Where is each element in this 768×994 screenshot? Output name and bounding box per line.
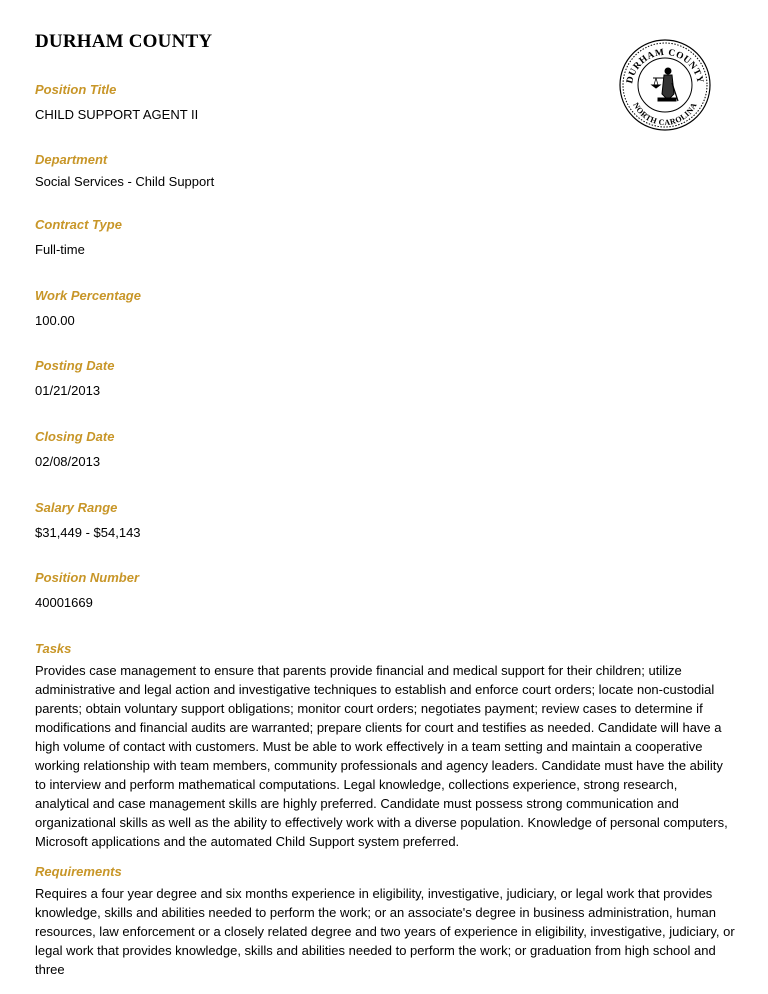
posting-date-value: 01/21/2013: [35, 383, 101, 398]
tasks-label: Tasks: [35, 641, 72, 656]
field-tasks: [35, 641, 735, 851]
position-title-label: Position Title: [35, 82, 117, 97]
position-number-label: Position Number: [35, 570, 140, 585]
requirements-label: Requirements: [35, 864, 122, 879]
position-number-value: 40001669: [35, 595, 93, 610]
position-title-value: CHILD SUPPORT AGENT II: [35, 107, 199, 122]
posting-date-label: Posting Date: [35, 358, 115, 373]
field-closing-date: [35, 429, 735, 471]
contract-type-label: Contract Type: [35, 217, 122, 232]
work-percentage-label: Work Percentage: [35, 288, 141, 303]
field-posting-date: [35, 358, 735, 400]
svg-text:NORTH CAROLINA: NORTH CAROLINA: [631, 100, 699, 128]
salary-range-label: Salary Range: [35, 500, 118, 515]
org-title: DURHAM COUNTY: [35, 31, 213, 52]
requirements-value: Requires a four year degree and six months experience in eligibility, investigative, judiciary, or legal work that provides knowledge, skills and abilities needed to perform the work; or an associate's degree in business administration, human resources, law enforcement or a closely related degree and two years of experience in eligibility, investigative, judiciary, or legal work that provides knowledge, skills and abilities needed to perform the work; or graduation from high school and three: [35, 886, 735, 977]
closing-date-value: 02/08/2013: [35, 454, 101, 469]
salary-range-value: $31,449 - $54,143: [35, 525, 141, 540]
field-position-number: [35, 570, 735, 612]
field-position-title: [35, 82, 735, 124]
field-contract-type: [35, 217, 735, 259]
contract-type-value: Full-time: [35, 242, 85, 257]
field-work-percentage: [35, 288, 735, 330]
field-department: [35, 152, 735, 191]
department-value: Social Services - Child Support: [35, 174, 215, 189]
closing-date-label: Closing Date: [35, 429, 115, 444]
field-salary-range: [35, 500, 735, 542]
department-label: Department: [35, 152, 108, 167]
field-requirements: [35, 864, 735, 979]
tasks-value: Provides case management to ensure that parents provide financial and medical support for their children; utilize administrative and legal action and investigative techniques to establish and enforce court orders; locate non-custodial parents; obtain voluntary support obligations; monitor court orders; negotiates payment; review cases to determine if modifications and financial audits are warranted; prepare clients for court and testifies as needed. Candidate will have a high volume of contact with customers. Must be able to work effectively in a team setting and maintain a cooperative working relationship with team members, community professionals and agency leaders. Candidate must have the ability to interview and perform mathematical computations. Legal knowledge, collections experience, strong research, analytical and case management skills are highly preferred. Candidate must possess strong communication and organizational skills as well as the ability to effectively work with a diverse population. Knowledge of personal computers, Microsoft applications and the automated Child Support system preferred.: [35, 663, 728, 849]
work-percentage-value: 100.00: [35, 313, 75, 328]
svg-text:DURHAM COUNTY: DURHAM COUNTY: [625, 47, 705, 85]
